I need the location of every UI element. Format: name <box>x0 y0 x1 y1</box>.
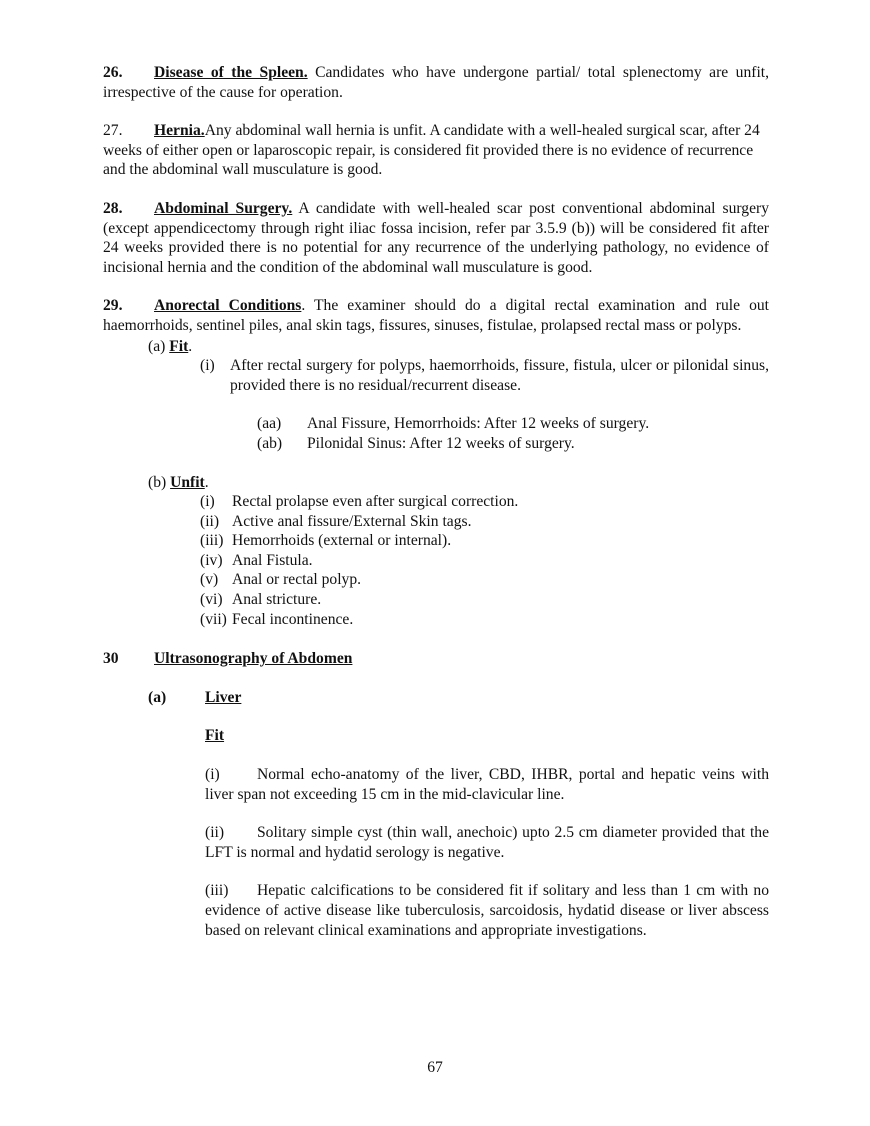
fit-subheading: (a) Fit. <box>148 337 193 355</box>
unfit-subheading: (b) Unfit. <box>148 473 209 491</box>
section-28 <box>103 199 769 277</box>
section-number: 26. <box>103 64 123 81</box>
fit-sub-item-aa: (aa) Anal Fissure, Hemorrhoids: After 12 weeks of surgery. <box>257 415 650 433</box>
liver-label: Liver <box>205 688 242 706</box>
liver-fit-item: (i) Normal echo-anatomy of the liver, CBD, IHBR, portal and hepatic veins with liver span not exceeding 15 cm in the mid-clavicular line. <box>205 766 769 803</box>
unfit-item: (ii) Active anal fissure/External Skin tags. <box>200 512 472 530</box>
section-heading: Disease of the Spleen. <box>154 64 308 81</box>
liver-fit-item: (iii) Hepatic calcifications to be considered fit if solitary and less than 1 cm with no evidence of active disease like tuberculosis, sarcoidosis, hydatid disease or liver abscess based on relevant clinical examinations and appropriate investigations. <box>205 882 769 939</box>
fit-item-i <box>200 356 769 395</box>
fit-sub-item-ab: (ab) Pilonidal Sinus: After 12 weeks of surgery. <box>257 434 575 452</box>
liver-fit-heading: Fit <box>205 727 225 745</box>
page-number: 67 <box>427 1059 443 1076</box>
section-heading: Anorectal Conditions <box>154 297 302 315</box>
section-26 <box>103 63 769 102</box>
section-heading: Hernia. <box>154 122 205 140</box>
liver-subheading: (a) Liver <box>148 688 242 706</box>
unfit-item: (v) Anal or rectal polyp. <box>200 571 362 589</box>
liver-fit-item: (ii) Solitary simple cyst (thin wall, anechoic) upto 2.5 cm diameter provided that the LFT is normal and hydatid serology is negative. <box>205 824 769 861</box>
unfit-label: Unfit <box>170 473 205 491</box>
section-heading: Abdominal Surgery. <box>154 199 293 217</box>
section-27 <box>103 121 769 180</box>
unfit-item: (iv) Anal Fistula. <box>200 551 313 569</box>
section-number: 29. <box>103 297 123 315</box>
section-number: 28. <box>103 199 123 217</box>
fit-label: Fit <box>169 337 189 355</box>
unfit-item: (vii) Fecal incontinence. <box>200 610 354 628</box>
unfit-item: (iii) Hemorrhoids (external or internal). <box>200 532 452 550</box>
section-body: . The examiner should do a digital rectal examination and rule out haemorrhoids, sentinel piles, anal skin tags, fissures, sinuses, fistulae, prolapsed rectal mass or polyps. <box>103 297 769 334</box>
unfit-item: (vi) Anal stricture. <box>200 591 322 609</box>
unfit-item: (i) Rectal prolapse even after surgical correction. <box>200 493 519 511</box>
section-body: Candidates who have undergone partial/ total splenectomy are unfit, irrespective of the cause for operation. <box>103 64 770 101</box>
section-number: 27. <box>103 122 123 140</box>
item-text: After rectal surgery for polyps, haemorrhoids, fissure, fistula, ulcer or pilonidal sinus, provided there is no residual/recurrent disease. <box>230 357 769 394</box>
section-29 <box>103 296 769 335</box>
section-30 <box>103 649 769 669</box>
document-page <box>103 63 769 940</box>
section-body: A candidate with well-healed scar post conventional abdominal surgery (except appendicectomy through right iliac fossa incision, refer par 3.5.9 (b)) will be considered fit after 24 weeks provided there is no potential for any recurrence of the underlying pathology, no evidence of incisional hernia and the condition of the abdominal wall musculature is good. <box>103 199 769 276</box>
item-label: (i) <box>200 357 215 375</box>
section-heading: Ultrasonography of Abdomen <box>154 650 353 668</box>
section-body: Any abdominal wall hernia is unfit. A candidate with a well-healed surgical scar, after 24 weeks of either open or laparoscopic repair, is considered fit provided there is no evidence of recurrence and the abdominal wall musculature is good. <box>103 122 760 179</box>
section-number: 30 <box>103 650 119 668</box>
